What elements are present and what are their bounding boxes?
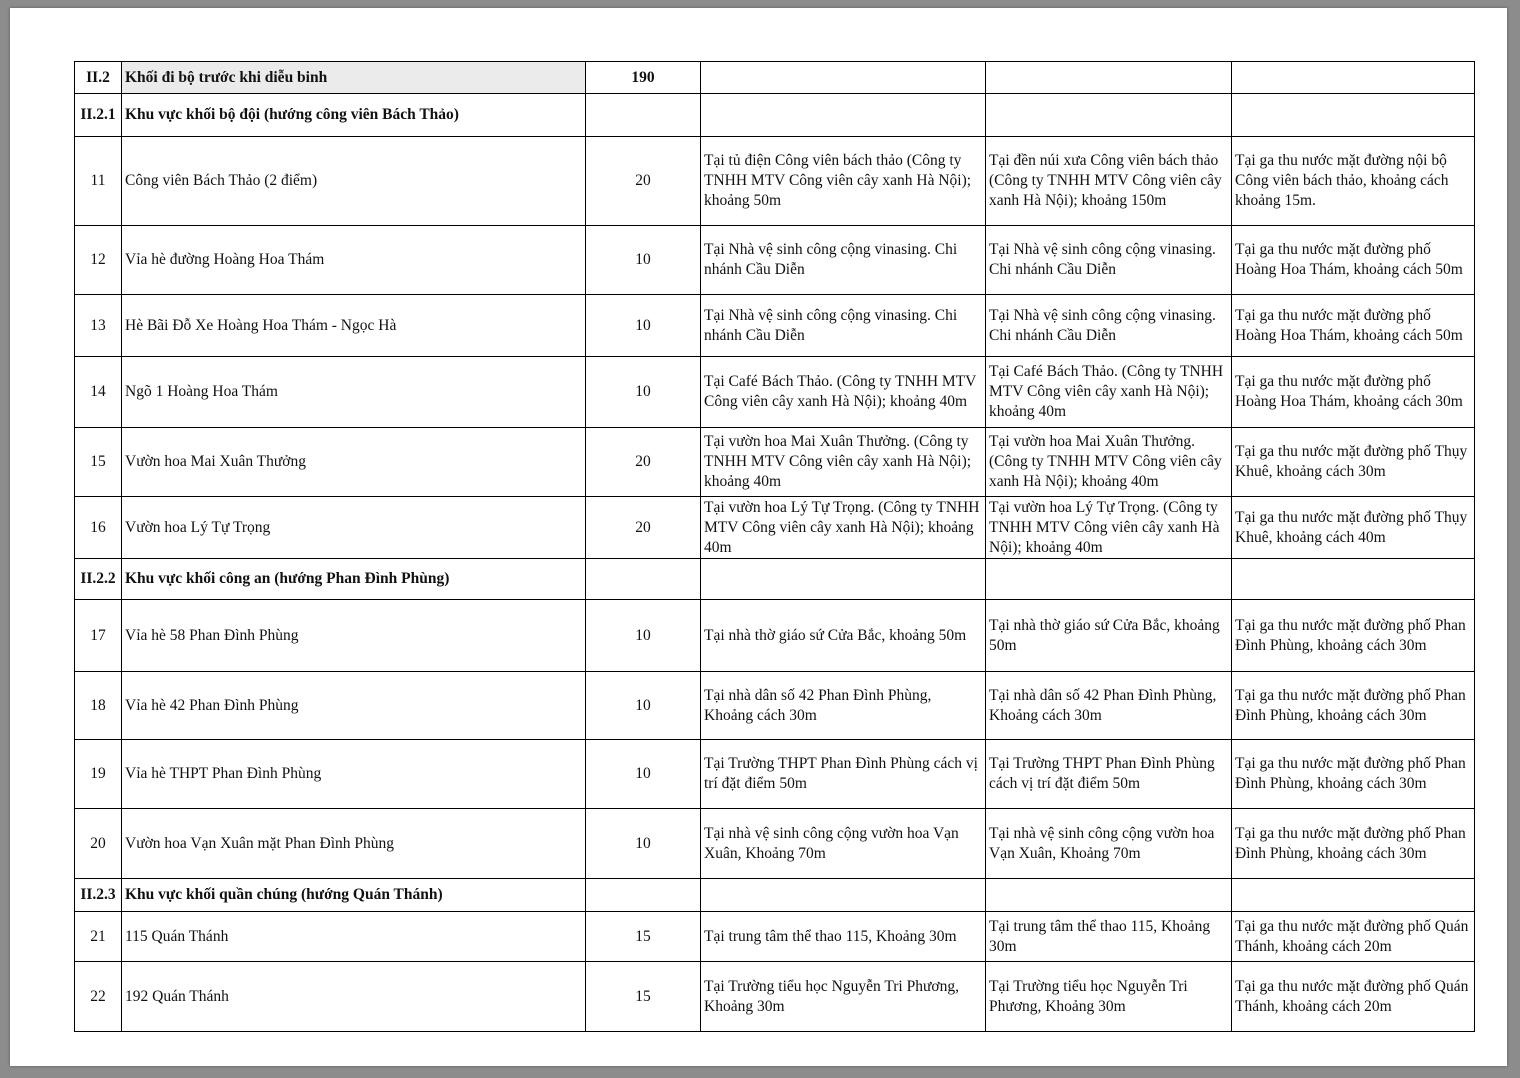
wc-location-2: Tại nhà vệ sinh công cộng vườn hoa Vạn Xuân, Khoảng 70m <box>986 809 1232 879</box>
drain-location: Tại ga thu nước mặt đường phố Phan Đình Phùng, khoảng cách 30m <box>1232 672 1475 740</box>
wc-location-1: Tại vườn hoa Lý Tự Trọng. (Công ty TNHH MTV Công viên cây xanh Hà Nội); khoảng 40m <box>701 497 986 559</box>
row-number: 18 <box>75 672 122 740</box>
quantity: 10 <box>586 809 701 879</box>
quantity: 10 <box>586 357 701 428</box>
summary-name: Khối đi bộ trước khi diễu binh <box>122 62 586 94</box>
location-name: Vườn hoa Mai Xuân Thưởng <box>122 428 586 497</box>
wc-location-2: Tại trung tâm thể thao 115, Khoảng 30m <box>986 912 1232 962</box>
drain-location: Tại ga thu nước mặt đường phố Hoàng Hoa Thám, khoảng cách 30m <box>1232 357 1475 428</box>
location-name: Vườn hoa Vạn Xuân mặt Phan Đình Phùng <box>122 809 586 879</box>
row-number: 11 <box>75 137 122 226</box>
section-header-row <box>75 879 1475 912</box>
wc-location-1: Tại vườn hoa Mai Xuân Thưởng. (Công ty TNHH MTV Công viên cây xanh Hà Nội); khoảng 40m <box>701 428 986 497</box>
row-number: 22 <box>75 962 122 1032</box>
quantity: 20 <box>586 497 701 559</box>
row-number: 14 <box>75 357 122 428</box>
empty-cell <box>701 62 986 94</box>
wc-location-2: Tại Trường THPT Phan Đình Phùng cách vị trí đặt điểm 50m <box>986 740 1232 809</box>
table-row <box>75 226 1475 295</box>
section-header-row <box>75 94 1475 137</box>
location-name: 115 Quán Thánh <box>122 912 586 962</box>
empty-cell <box>701 559 986 600</box>
drain-location: Tại ga thu nước mặt đường phố Quán Thánh, khoảng cách 20m <box>1232 912 1475 962</box>
location-name: Vỉa hè 58 Phan Đình Phùng <box>122 600 586 672</box>
section-stt: II.2.2 <box>75 559 122 600</box>
quantity: 15 <box>586 912 701 962</box>
wc-location-2: Tại vườn hoa Lý Tự Trọng. (Công ty TNHH MTV Công viên cây xanh Hà Nội); khoảng 40m <box>986 497 1232 559</box>
section-header-row <box>75 559 1475 600</box>
table-row <box>75 809 1475 879</box>
location-name: Vỉa hè THPT Phan Đình Phùng <box>122 740 586 809</box>
wc-location-1: Tại Café Bách Thảo. (Công ty TNHH MTV Công viên cây xanh Hà Nội); khoảng 40m <box>701 357 986 428</box>
quantity: 10 <box>586 226 701 295</box>
empty-cell <box>986 62 1232 94</box>
row-number: 13 <box>75 295 122 357</box>
location-name: Vỉa hè đường Hoàng Hoa Thám <box>122 226 586 295</box>
empty-cell <box>586 559 701 600</box>
location-name: Vườn hoa Lý Tự Trọng <box>122 497 586 559</box>
quantity: 10 <box>586 740 701 809</box>
section-stt: II.2.3 <box>75 879 122 912</box>
section-title: Khu vực khối quần chúng (hướng Quán Thánh) <box>122 879 586 912</box>
empty-cell <box>986 559 1232 600</box>
table-row <box>75 600 1475 672</box>
row-number: 21 <box>75 912 122 962</box>
wc-location-1: Tại Trường THPT Phan Đình Phùng cách vị trí đặt điểm 50m <box>701 740 986 809</box>
drain-location: Tại ga thu nước mặt đường nội bộ Công viên bách thảo, khoảng cách khoảng 15m. <box>1232 137 1475 226</box>
table-row <box>75 962 1475 1032</box>
empty-cell <box>1232 94 1475 137</box>
empty-cell <box>701 94 986 137</box>
wc-location-1: Tại Nhà vệ sinh công cộng vinasing. Chi nhánh Cầu Diễn <box>701 226 986 295</box>
summary-qty: 190 <box>586 62 701 94</box>
drain-location: Tại ga thu nước mặt đường phố Hoàng Hoa Thám, khoảng cách 50m <box>1232 295 1475 357</box>
location-name: Hè Bãi Đỗ Xe Hoàng Hoa Thám - Ngọc Hà <box>122 295 586 357</box>
location-name: Công viên Bách Thảo (2 điểm) <box>122 137 586 226</box>
empty-cell <box>1232 879 1475 912</box>
wc-location-2: Tại Café Bách Thảo. (Công ty TNHH MTV Công viên cây xanh Hà Nội); khoảng 40m <box>986 357 1232 428</box>
document-page <box>10 8 1507 1066</box>
wc-location-2: Tại nhà thờ giáo sứ Cửa Bắc, khoảng 50m <box>986 600 1232 672</box>
row-number: 19 <box>75 740 122 809</box>
summary-stt: II.2 <box>75 62 122 94</box>
row-number: 17 <box>75 600 122 672</box>
row-number: 20 <box>75 809 122 879</box>
wc-location-2: Tại vườn hoa Mai Xuân Thưởng. (Công ty TNHH MTV Công viên cây xanh Hà Nội); khoảng 40m <box>986 428 1232 497</box>
quantity: 10 <box>586 600 701 672</box>
empty-cell <box>1232 559 1475 600</box>
section-title: Khu vực khối bộ đội (hướng công viên Bách Thảo) <box>122 94 586 137</box>
table-row <box>75 295 1475 357</box>
quantity: 20 <box>586 137 701 226</box>
drain-location: Tại ga thu nước mặt đường phố Phan Đình Phùng, khoảng cách 30m <box>1232 809 1475 879</box>
drain-location: Tại ga thu nước mặt đường phố Phan Đình Phùng, khoảng cách 30m <box>1232 740 1475 809</box>
table-row <box>75 912 1475 962</box>
drain-location: Tại ga thu nước mặt đường phố Thụy Khuê, khoảng cách 30m <box>1232 428 1475 497</box>
table-row <box>75 428 1475 497</box>
wc-location-1: Tại Nhà vệ sinh công cộng vinasing. Chi nhánh Cầu Diễn <box>701 295 986 357</box>
summary-row <box>75 62 1475 94</box>
wc-location-1: Tại tủ điện Công viên bách thảo (Công ty TNHH MTV Công viên cây xanh Hà Nội); khoảng 50m <box>701 137 986 226</box>
wc-location-1: Tại nhà vệ sinh công cộng vườn hoa Vạn Xuân, Khoảng 70m <box>701 809 986 879</box>
quantity: 15 <box>586 962 701 1032</box>
drain-location: Tại ga thu nước mặt đường phố Quán Thánh, khoảng cách 20m <box>1232 962 1475 1032</box>
wc-location-2: Tại Nhà vệ sinh công cộng vinasing. Chi nhánh Cầu Diễn <box>986 226 1232 295</box>
wc-location-1: Tại Trường tiểu học Nguyễn Tri Phương, Khoảng 30m <box>701 962 986 1032</box>
location-name: Vỉa hè 42 Phan Đình Phùng <box>122 672 586 740</box>
empty-cell <box>586 879 701 912</box>
drain-location: Tại ga thu nước mặt đường phố Hoàng Hoa Thám, khoảng cách 50m <box>1232 226 1475 295</box>
empty-cell <box>986 879 1232 912</box>
wc-location-2: Tại nhà dân số 42 Phan Đình Phùng, Khoảng cách 30m <box>986 672 1232 740</box>
location-name: 192 Quán Thánh <box>122 962 586 1032</box>
row-number: 12 <box>75 226 122 295</box>
wc-location-1: Tại nhà thờ giáo sứ Cửa Bắc, khoảng 50m <box>701 600 986 672</box>
table-row <box>75 497 1475 559</box>
wc-location-1: Tại trung tâm thể thao 115, Khoảng 30m <box>701 912 986 962</box>
section-stt: II.2.1 <box>75 94 122 137</box>
drain-location: Tại ga thu nước mặt đường phố Phan Đình Phùng, khoảng cách 30m <box>1232 600 1475 672</box>
wc-location-2: Tại Nhà vệ sinh công cộng vinasing. Chi nhánh Cầu Diễn <box>986 295 1232 357</box>
quantity: 10 <box>586 295 701 357</box>
table-row <box>75 137 1475 226</box>
wc-location-2: Tại Trường tiểu học Nguyễn Tri Phương, Khoảng 30m <box>986 962 1232 1032</box>
row-number: 16 <box>75 497 122 559</box>
table-body <box>75 62 1475 1032</box>
wc-location-1: Tại nhà dân số 42 Phan Đình Phùng, Khoảng cách 30m <box>701 672 986 740</box>
empty-cell <box>986 94 1232 137</box>
section-title: Khu vực khối công an (hướng Phan Đình Phùng) <box>122 559 586 600</box>
wc-location-2: Tại đền núi xưa Công viên bách thảo (Công ty TNHH MTV Công viên cây xanh Hà Nội); khoảng 150m <box>986 137 1232 226</box>
table-row <box>75 672 1475 740</box>
location-name: Ngõ 1 Hoàng Hoa Thám <box>122 357 586 428</box>
table-row <box>75 357 1475 428</box>
row-number: 15 <box>75 428 122 497</box>
empty-cell <box>1232 62 1475 94</box>
location-table <box>74 61 1475 1032</box>
table-row <box>75 740 1475 809</box>
quantity: 20 <box>586 428 701 497</box>
empty-cell <box>586 94 701 137</box>
empty-cell <box>701 879 986 912</box>
drain-location: Tại ga thu nước mặt đường phố Thụy Khuê, khoảng cách 40m <box>1232 497 1475 559</box>
quantity: 10 <box>586 672 701 740</box>
